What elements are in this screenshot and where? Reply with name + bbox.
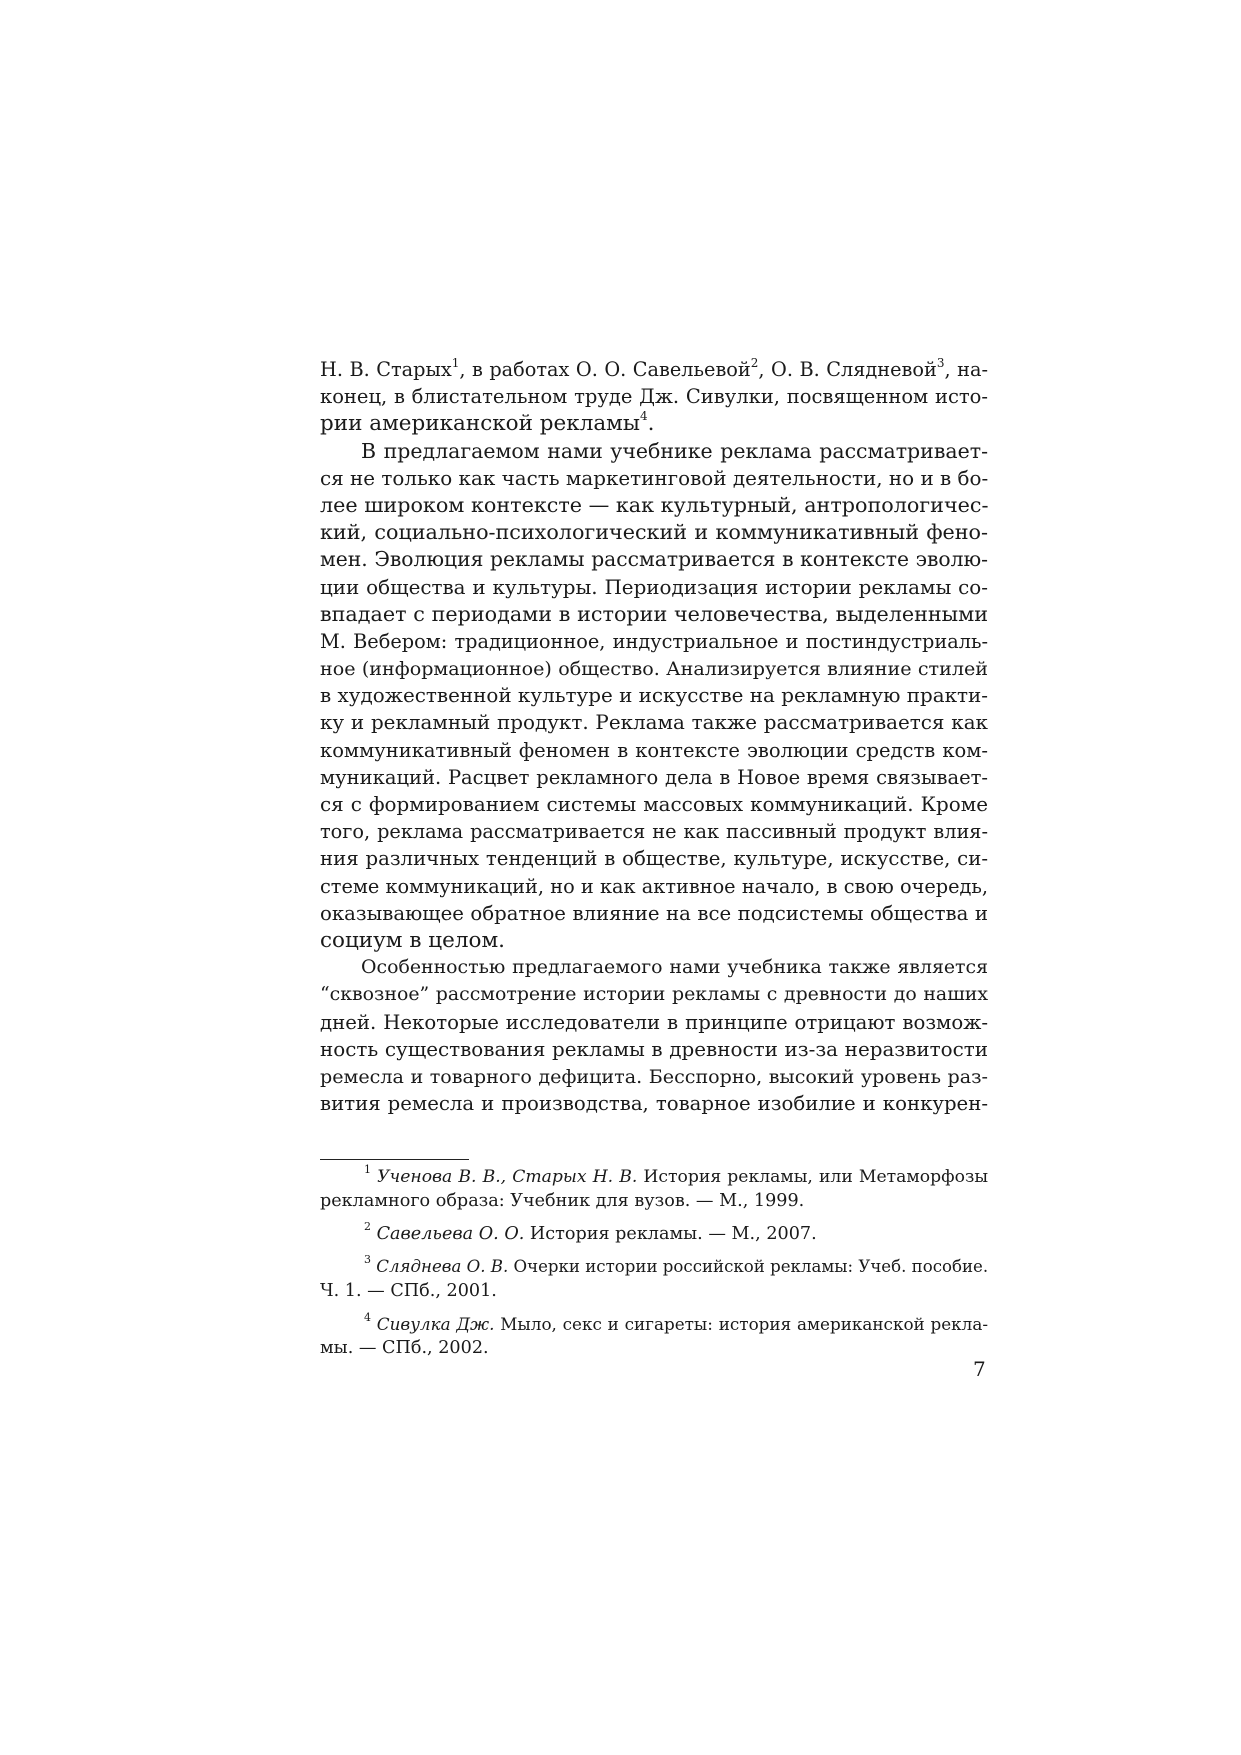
footnote-author: Ученова В. В., Старых Н. В. xyxy=(377,1167,638,1187)
text-line: оказывающее обратное влияние на все подсистемы общества и xyxy=(320,901,988,925)
footnote-line: Ч. 1. — СПб., 2001. xyxy=(320,1281,497,1301)
footnote-line xyxy=(320,1255,988,1279)
paragraph xyxy=(320,438,988,955)
footnote-ref: 1 xyxy=(451,355,460,370)
page-number: 7 xyxy=(973,1357,986,1381)
footnote-text: История рекламы, или Метаморфозы xyxy=(637,1167,988,1187)
footnote-ref: 4 xyxy=(640,409,648,424)
text-line: ку и рекламный продукт. Реклама также рассматривается как xyxy=(320,711,988,735)
footnote-marker: 2 xyxy=(364,1220,371,1234)
text-line: социум в целом. xyxy=(320,927,505,953)
footnote-line: рекламного образа: Учебник для вузов. — М., 1999. xyxy=(320,1191,805,1211)
footnote-text: История рекламы. — М., 2007. xyxy=(524,1224,817,1244)
text-line: коммуникативный феномен в контексте эволюции средств ком- xyxy=(320,738,988,762)
main-text xyxy=(320,356,988,1117)
footnote-author: Сивулка Дж. xyxy=(376,1314,495,1334)
text-line: кий, социально-психологический и коммуникативный фено- xyxy=(320,520,988,545)
text-line: дней. Некоторые исследователи в принципе отрицают возмож- xyxy=(320,1010,988,1034)
paragraph xyxy=(320,356,988,438)
text-line: ния различных тенденций в обществе, культуре, искусстве, си- xyxy=(320,847,988,871)
text-line: ции общества и культуры. Периодизация истории рекламы со- xyxy=(320,575,988,599)
footnote xyxy=(320,1255,988,1303)
footnote xyxy=(320,1165,988,1213)
text-line: ное (информационное) общество. Анализируется влияние стилей xyxy=(320,657,988,681)
text-fragment: рии американской рекламы xyxy=(320,411,641,437)
footnote-divider xyxy=(320,1159,469,1160)
footnote-line: мы. — СПб., 2002. xyxy=(320,1338,489,1358)
footnotes xyxy=(320,1165,988,1369)
text-line xyxy=(320,356,988,383)
text-line: мен. Эволюция рекламы рассматривается в контексте эволю- xyxy=(320,547,988,572)
text-line: конец, в блистательном труде Дж. Сивулки, посвященном исто- xyxy=(320,385,988,409)
text-line: лее широком контексте — как культурный, антропологичес- xyxy=(320,492,989,517)
footnote xyxy=(320,1222,988,1246)
footnote-ref: 3 xyxy=(936,355,945,370)
footnote-line xyxy=(320,1165,988,1189)
text-fragment: , О. В. Слядневой xyxy=(758,358,937,381)
text-line: ность существования рекламы в древности из-за неразвитости xyxy=(320,1037,988,1061)
paragraph xyxy=(320,954,988,1117)
footnote-text: Мыло, секс и сигареты: история американской рекла- xyxy=(494,1314,988,1334)
footnote-author: Сляднева О. В. xyxy=(376,1257,509,1276)
text-line: В предлагаемом нами учебнике реклама рассматривает- xyxy=(361,438,988,463)
footnote-text: Очерки истории российской рекламы: Учеб. пособие. xyxy=(508,1257,989,1276)
text-line: стеме коммуникаций, но и как активное начало, в свою очередь, xyxy=(320,874,988,898)
text-line: ремесла и товарного дефицита. Бесспорно, высокий уровень раз- xyxy=(320,1064,988,1088)
text-fragment: , в работах О. О. Савельевой xyxy=(459,358,751,381)
text-line: в художественной культуре и искусстве на рекламную практи- xyxy=(320,684,988,708)
text-line: ся с формированием системы массовых коммуникаций. Кроме xyxy=(320,793,988,816)
text-line: “сквозное” рассмотрение истории рекламы с древности до наших xyxy=(320,983,988,1006)
text-line: муникаций. Расцвет рекламного дела в Новое время связывает- xyxy=(320,765,988,789)
text-line: вития ремесла и производства, товарное изобилие и конкурен- xyxy=(320,1092,988,1116)
text-line: М. Вебером: традиционное, индустриальное и постиндустриаль- xyxy=(320,629,988,653)
footnote-marker: 4 xyxy=(364,1311,371,1325)
text-line: Особенностью предлагаемого нами учебника также является xyxy=(361,956,988,979)
footnote-marker: 1 xyxy=(364,1163,371,1177)
text-line xyxy=(320,410,988,437)
footnote-ref: 2 xyxy=(750,355,759,370)
footnote-author: Савельева О. О. xyxy=(376,1224,525,1244)
text-fragment: , на- xyxy=(944,358,988,381)
footnote-line xyxy=(320,1222,988,1246)
text-line: того, реклама рассматривается не как пассивный продукт влия- xyxy=(320,820,988,844)
footnote-marker: 3 xyxy=(364,1253,371,1267)
text-line: впадает с периодами в истории человечества, выделенными xyxy=(320,601,988,626)
footnote-line xyxy=(320,1312,988,1336)
text-line: ся не только как часть маркетинговой деятельности, но и в бо- xyxy=(320,466,989,490)
text-fragment: . xyxy=(647,411,655,437)
text-fragment: Н. В. Старых xyxy=(320,358,452,381)
footnote xyxy=(320,1312,988,1360)
